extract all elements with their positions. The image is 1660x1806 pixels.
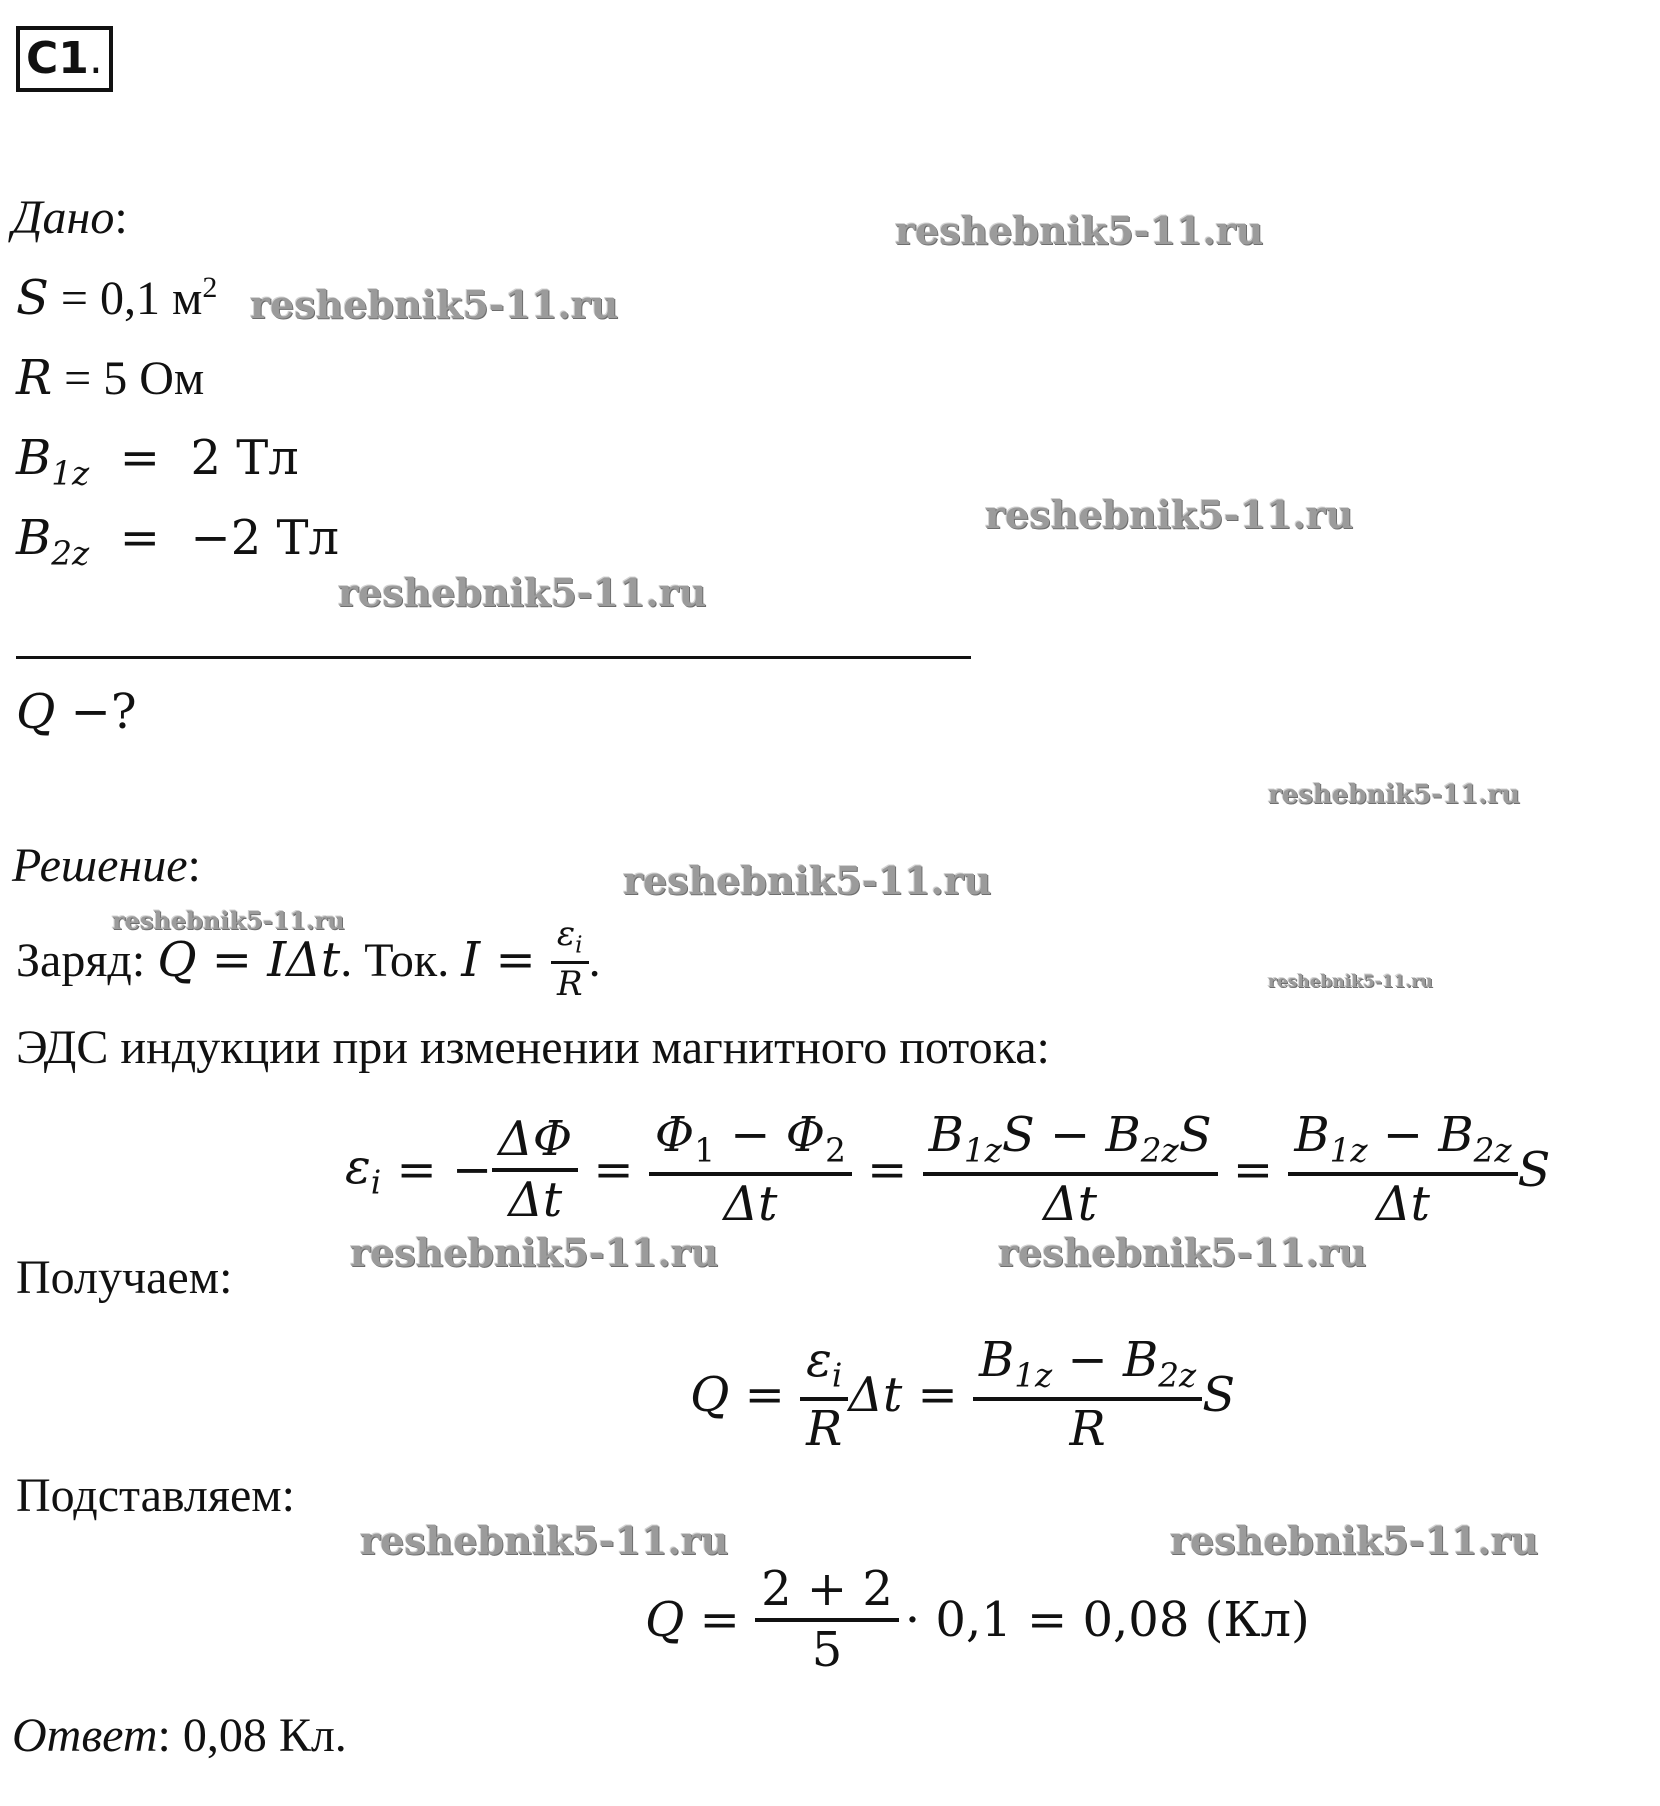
emf-eq-2: = bbox=[851, 1142, 923, 1198]
emf-frac-2-den: Δt bbox=[723, 1175, 778, 1232]
charge-numeric-frac bbox=[755, 1563, 899, 1677]
emf-frac-4-den: Δt bbox=[1375, 1175, 1430, 1232]
given-heading bbox=[12, 190, 128, 245]
find-quantity bbox=[16, 684, 137, 740]
emf-frac-2-phi1-sub: 1 bbox=[694, 1131, 716, 1170]
emf-frac-4-b1-sub: 1z bbox=[1329, 1131, 1368, 1170]
charge-derived-b1: B bbox=[978, 1332, 1015, 1389]
charge-prefix: Заряд: bbox=[16, 933, 158, 987]
current-frac-num-sub: i bbox=[575, 932, 583, 959]
charge-derived-frac-1-num: ε bbox=[806, 1332, 832, 1389]
emf-frac-3 bbox=[923, 1109, 1218, 1230]
charge-numeric-lhs: Q = bbox=[645, 1592, 756, 1648]
watermark: reshebnik5-11.ru bbox=[1170, 1518, 1539, 1563]
given-b1-symbol: B bbox=[16, 430, 52, 486]
given-b1-value: = 2 Тл bbox=[89, 430, 299, 486]
current-end: . bbox=[588, 933, 601, 987]
charge-derived-lhs: Q = bbox=[690, 1367, 801, 1423]
charge-numeric-num: 2 + 2 bbox=[755, 1563, 899, 1622]
charge-numeric-den: 5 bbox=[811, 1622, 843, 1678]
solution-colon: : bbox=[187, 839, 201, 892]
given-b2 bbox=[16, 510, 339, 572]
emf-frac-2-minus: − bbox=[715, 1107, 786, 1164]
given-divider bbox=[16, 656, 971, 659]
emf-frac-2-phi2: Φ bbox=[785, 1107, 826, 1164]
watermark: reshebnik5-11.ru bbox=[895, 208, 1264, 253]
emf-formula bbox=[345, 1100, 1550, 1240]
emf-frac-3-b1: B bbox=[928, 1107, 964, 1164]
current-frac-num: ε bbox=[556, 914, 576, 955]
given-b1-subscript: 1z bbox=[51, 454, 90, 493]
answer-label: Ответ bbox=[12, 1709, 158, 1762]
given-colon: : bbox=[114, 191, 128, 244]
emf-frac-2-phi2-sub: 2 bbox=[825, 1131, 846, 1170]
find-symbol: Q bbox=[16, 684, 56, 740]
charge-derived-minus: − bbox=[1052, 1332, 1123, 1389]
given-b2-symbol: B bbox=[16, 510, 52, 566]
given-s-symbol: S bbox=[16, 270, 49, 326]
answer-value: : 0,08 Кл. bbox=[157, 1709, 347, 1762]
watermark: reshebnik5-11.ru bbox=[112, 906, 345, 935]
watermark: reshebnik5-11.ru bbox=[998, 1230, 1367, 1275]
emf-frac-4-minus: − bbox=[1367, 1107, 1439, 1164]
current-frac-den: R bbox=[556, 964, 583, 1005]
charge-derived-frac-1-num-sub: i bbox=[831, 1356, 843, 1395]
given-b1 bbox=[16, 430, 299, 492]
charge-derived-b2: B bbox=[1122, 1332, 1159, 1389]
watermark: reshebnik5-11.ru bbox=[1268, 780, 1521, 810]
emf-lhs bbox=[345, 1139, 381, 1201]
given-title: Дано bbox=[12, 191, 115, 244]
charge-derived-b1-sub: 1z bbox=[1014, 1356, 1053, 1395]
task-number bbox=[16, 26, 113, 92]
watermark: reshebnik5-11.ru bbox=[360, 1518, 729, 1563]
emf-frac-1-num: ΔΦ bbox=[492, 1113, 578, 1172]
solution-title: Решение bbox=[12, 839, 188, 892]
given-r-symbol: R bbox=[16, 350, 53, 406]
current-fraction bbox=[551, 916, 589, 1003]
solution-heading bbox=[12, 838, 201, 893]
charge-numeric-tail: · 0,1 = 0,08 (Кл) bbox=[904, 1592, 1310, 1648]
emf-eq-1: = bbox=[578, 1142, 649, 1198]
charge-derived-frac-1-den: R bbox=[806, 1400, 843, 1457]
emf-frac-3-b2: B bbox=[1105, 1107, 1141, 1164]
emf-frac-2 bbox=[649, 1109, 852, 1230]
charge-formula: Q = IΔt bbox=[157, 932, 341, 988]
emf-frac-4 bbox=[1288, 1109, 1517, 1230]
emf-lhs-sub: i bbox=[370, 1163, 382, 1202]
result-text: Получаем: bbox=[16, 1251, 233, 1304]
emf-frac-3-s: S bbox=[1178, 1107, 1212, 1164]
given-resistance bbox=[16, 350, 204, 406]
emf-frac-4-b2-sub: 2z bbox=[1473, 1131, 1512, 1170]
charge-derived-mid: Δt = bbox=[848, 1367, 973, 1423]
emf-frac-3-s-minus: S − bbox=[1001, 1107, 1106, 1164]
task-dot: . bbox=[88, 33, 103, 84]
given-s-exponent: 2 bbox=[202, 271, 218, 304]
current-prefix: . Ток. bbox=[340, 933, 462, 987]
given-b2-value: = −2 Тл bbox=[89, 510, 340, 566]
charge-derived-frac-1 bbox=[800, 1334, 848, 1455]
charge-derived-frac-2-den: R bbox=[1069, 1400, 1106, 1457]
emf-frac-2-phi1: Φ bbox=[654, 1107, 695, 1164]
emf-frac-4-b1: B bbox=[1294, 1107, 1330, 1164]
watermark: reshebnik5-11.ru bbox=[338, 570, 707, 615]
emf-tail: S bbox=[1517, 1142, 1551, 1198]
charge-formula-derived bbox=[690, 1325, 1235, 1465]
emf-frac-1 bbox=[492, 1113, 578, 1227]
watermark: reshebnik5-11.ru bbox=[1268, 972, 1433, 992]
watermark: reshebnik5-11.ru bbox=[985, 492, 1354, 537]
emf-eq-minus: = − bbox=[381, 1142, 493, 1198]
emf-text: ЭДС индукции при изменении магнитного потока: bbox=[16, 1021, 1050, 1074]
emf-frac-3-b1-sub: 1z bbox=[963, 1131, 1002, 1170]
charge-derived-frac-2 bbox=[973, 1334, 1202, 1455]
current-formula: I = bbox=[461, 932, 551, 988]
given-r-value: = 5 Ом bbox=[52, 352, 205, 405]
substitute-text: Подставляем: bbox=[16, 1469, 295, 1522]
watermark: reshebnik5-11.ru bbox=[350, 1230, 719, 1275]
charge-formula-numeric bbox=[645, 1550, 1310, 1690]
given-area bbox=[16, 270, 217, 326]
given-b2-subscript: 2z bbox=[51, 534, 90, 573]
emf-lhs-symbol: ε bbox=[345, 1138, 371, 1195]
find-question: −? bbox=[55, 684, 137, 740]
task-id: С1 bbox=[26, 33, 89, 84]
given-s-value: = 0,1 м bbox=[48, 272, 203, 325]
charge-derived-tail: S bbox=[1202, 1367, 1236, 1423]
charge-derived-b2-sub: 2z bbox=[1158, 1356, 1197, 1395]
answer-line bbox=[12, 1708, 347, 1763]
emf-frac-1-den: Δt bbox=[508, 1172, 563, 1228]
watermark: reshebnik5-11.ru bbox=[623, 858, 992, 903]
watermark: reshebnik5-11.ru bbox=[250, 282, 619, 327]
emf-eq-3: = bbox=[1217, 1142, 1289, 1198]
emf-frac-4-b2: B bbox=[1438, 1107, 1474, 1164]
emf-frac-3-b2-sub: 2z bbox=[1140, 1131, 1179, 1170]
emf-frac-3-den: Δt bbox=[1043, 1175, 1098, 1232]
